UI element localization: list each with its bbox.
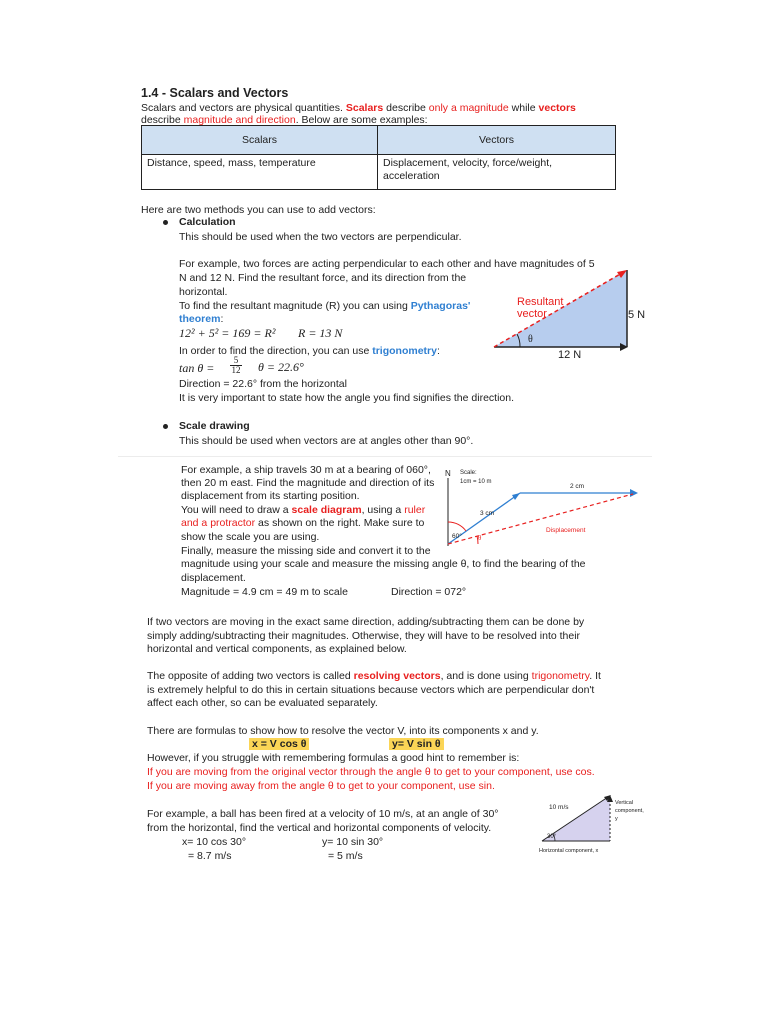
table-cell: Displacement, velocity, force/weight, acceleration [378,155,616,190]
scale-draw-line-3: show the scale you are using. [181,531,320,543]
ball-example-1: For example, a ball has been fired at a velocity of 10 m/s, at an angle of 30° [147,808,499,820]
divider [118,456,652,457]
scale-example-2: then 20 m east. Find the magnitude and direction of its [181,477,435,489]
scale-label: Scale: [460,470,477,476]
calc-important-note: It is very important to state how the angle you find signifies the direction. [179,392,515,404]
para1-line-2: simply adding/subtracting their magnitudes. Otherwise, they will have to be resolved into their [147,630,581,642]
ball-y-2: = 5 m/s [328,850,363,862]
vertical-label-3: y [615,816,618,822]
scale-desc: This should be used when vectors are at angles other than 90°. [179,435,474,447]
arrowhead-icon [512,493,520,500]
scale-example-1: For example, a ship travels 30 m at a bearing of 060°, [181,464,431,476]
calc-direction-intro: In order to find the direction, you can use trigonometry: [179,345,440,357]
para1-line-3: horizontal and vertical components, as explained below. [147,643,407,655]
scale-final-1: Finally, measure the missing side and convert it to the [181,545,431,557]
angle-label: θ [528,334,533,345]
para2-line-2: is extremely helpful to do this in certain situations because vectors which are perpendicular don't [147,684,595,696]
para2-line-3: affect each other, so can be evaluated separately. [147,697,378,709]
angle-arc [448,522,466,531]
table-header-scalars: Scalars [142,126,378,155]
calc-direction-result: Direction = 22.6° from the horizontal [179,378,347,390]
scale-direction: Direction = 072° [391,586,467,598]
para1-line-1: If two vectors are moving in the exact same direction, adding/subtracting them can be done by [147,616,585,628]
side-label-5n: 5 N [628,309,646,321]
intro-line-1: Scalars and vectors are physical quantities. Scalars describe only a magnitude while vectors [141,102,576,114]
calc-magnitude-line: To find the resultant magnitude (R) you can using Pythagoras' [179,300,471,312]
page-title: 1.4 - Scalars and Vectors [141,86,289,100]
velocity-label: 10 m/s [549,804,569,811]
scale-draw-line-2: and a protractor as shown on the right. Make sure to [181,517,425,529]
x-formula: x = V cos θ [249,738,309,750]
ball-x-1: x= 10 cos 30° [182,836,247,848]
scale-example-3: displacement from its starting position. [181,490,360,502]
tan-formula: tan θ = [179,361,215,375]
calc-example-2: N and 12 N. Find the resultant force, and its direction from the [179,272,467,284]
tan-fraction: 5 12 [231,355,241,375]
resultant-formula: R = 13 N [298,326,343,340]
arrowhead-icon [630,489,638,497]
table-header-vectors: Vectors [378,126,616,155]
calculation-title: Calculation [179,216,236,228]
table-cell: Distance, speed, mass, temperature [142,155,378,190]
formulas-hint: However, if you struggle with remembering formulas a good hint to remember is: [147,752,520,764]
bullet-icon [163,220,168,225]
calc-theorem-line: theorem: [179,313,224,325]
displacement-label: Displacement [546,527,586,534]
theta-label: θ [478,534,482,542]
length-3cm-label: 3 cm [480,510,495,517]
calc-example-1: For example, two forces are acting perpendicular to each other and have magnitudes of 5 [179,258,595,270]
bullet-icon [163,424,168,429]
ball-example-2: from the horizontal, find the vertical and horizontal components of velocity. [147,822,492,834]
tan-result: θ = 22.6° [258,360,304,374]
ball-velocity-diagram [535,792,660,862]
scale-drawing-diagram [440,464,645,554]
ball-x-2: = 8.7 m/s [188,850,232,862]
formulas-intro: There are formulas to show how to resolve the vector V, into its components x and y. [147,725,539,737]
angle-60-label: 60° [452,533,462,540]
scale-draw-line-1: You will need to draw a scale diagram, using a ruler [181,504,426,516]
resultant-triangle-diagram [480,262,655,362]
calc-example-3: horizontal. [179,286,228,298]
length-2cm-label: 2 cm [570,483,585,490]
vector-displacement [448,494,633,544]
intro-line-2: describe magnitude and direction. Below are some examples: [141,114,428,126]
north-label: N [445,469,451,478]
methods-intro: Here are two methods you can use to add vectors: [141,204,376,216]
angle-30-label: 30° [547,834,557,840]
hint-sin: If you are moving away from the angle θ to get to your component, use sin. [147,780,495,792]
horizontal-label: Horizontal component, x [539,848,599,854]
vertical-label-2: component, [615,808,644,814]
side-label-12n: 12 N [558,349,582,361]
pythagoras-formula: 12² + 5² = 169 = R² [179,326,276,340]
vertical-label-1: Vertical [615,800,634,806]
scalars-vectors-table [141,125,616,190]
table-row [142,155,616,190]
ball-y-1: y= 10 sin 30° [322,836,384,848]
scale-final-3: displacement. [181,572,246,584]
hint-cos: If you are moving from the original vector through the angle θ to get to your component, use cos. [147,766,595,778]
scale-title: Scale drawing [179,420,250,432]
resultant-label-2: vector [517,308,547,320]
scale-magnitude: Magnitude = 4.9 cm = 49 m to scale [181,586,348,598]
scale-value: 1cm = 10 m [460,479,492,485]
resultant-label-1: Resultant [517,296,564,308]
calculation-desc: This should be used when the two vectors are perpendicular. [179,231,462,243]
para2-line-1: The opposite of adding two vectors is called resolving vectors, and is done using trigonometry. It [147,670,601,682]
scale-final-2: magnitude using your scale and measure the missing angle θ, to find the bearing of the [181,558,586,570]
y-formula: y= V sin θ [389,738,444,750]
